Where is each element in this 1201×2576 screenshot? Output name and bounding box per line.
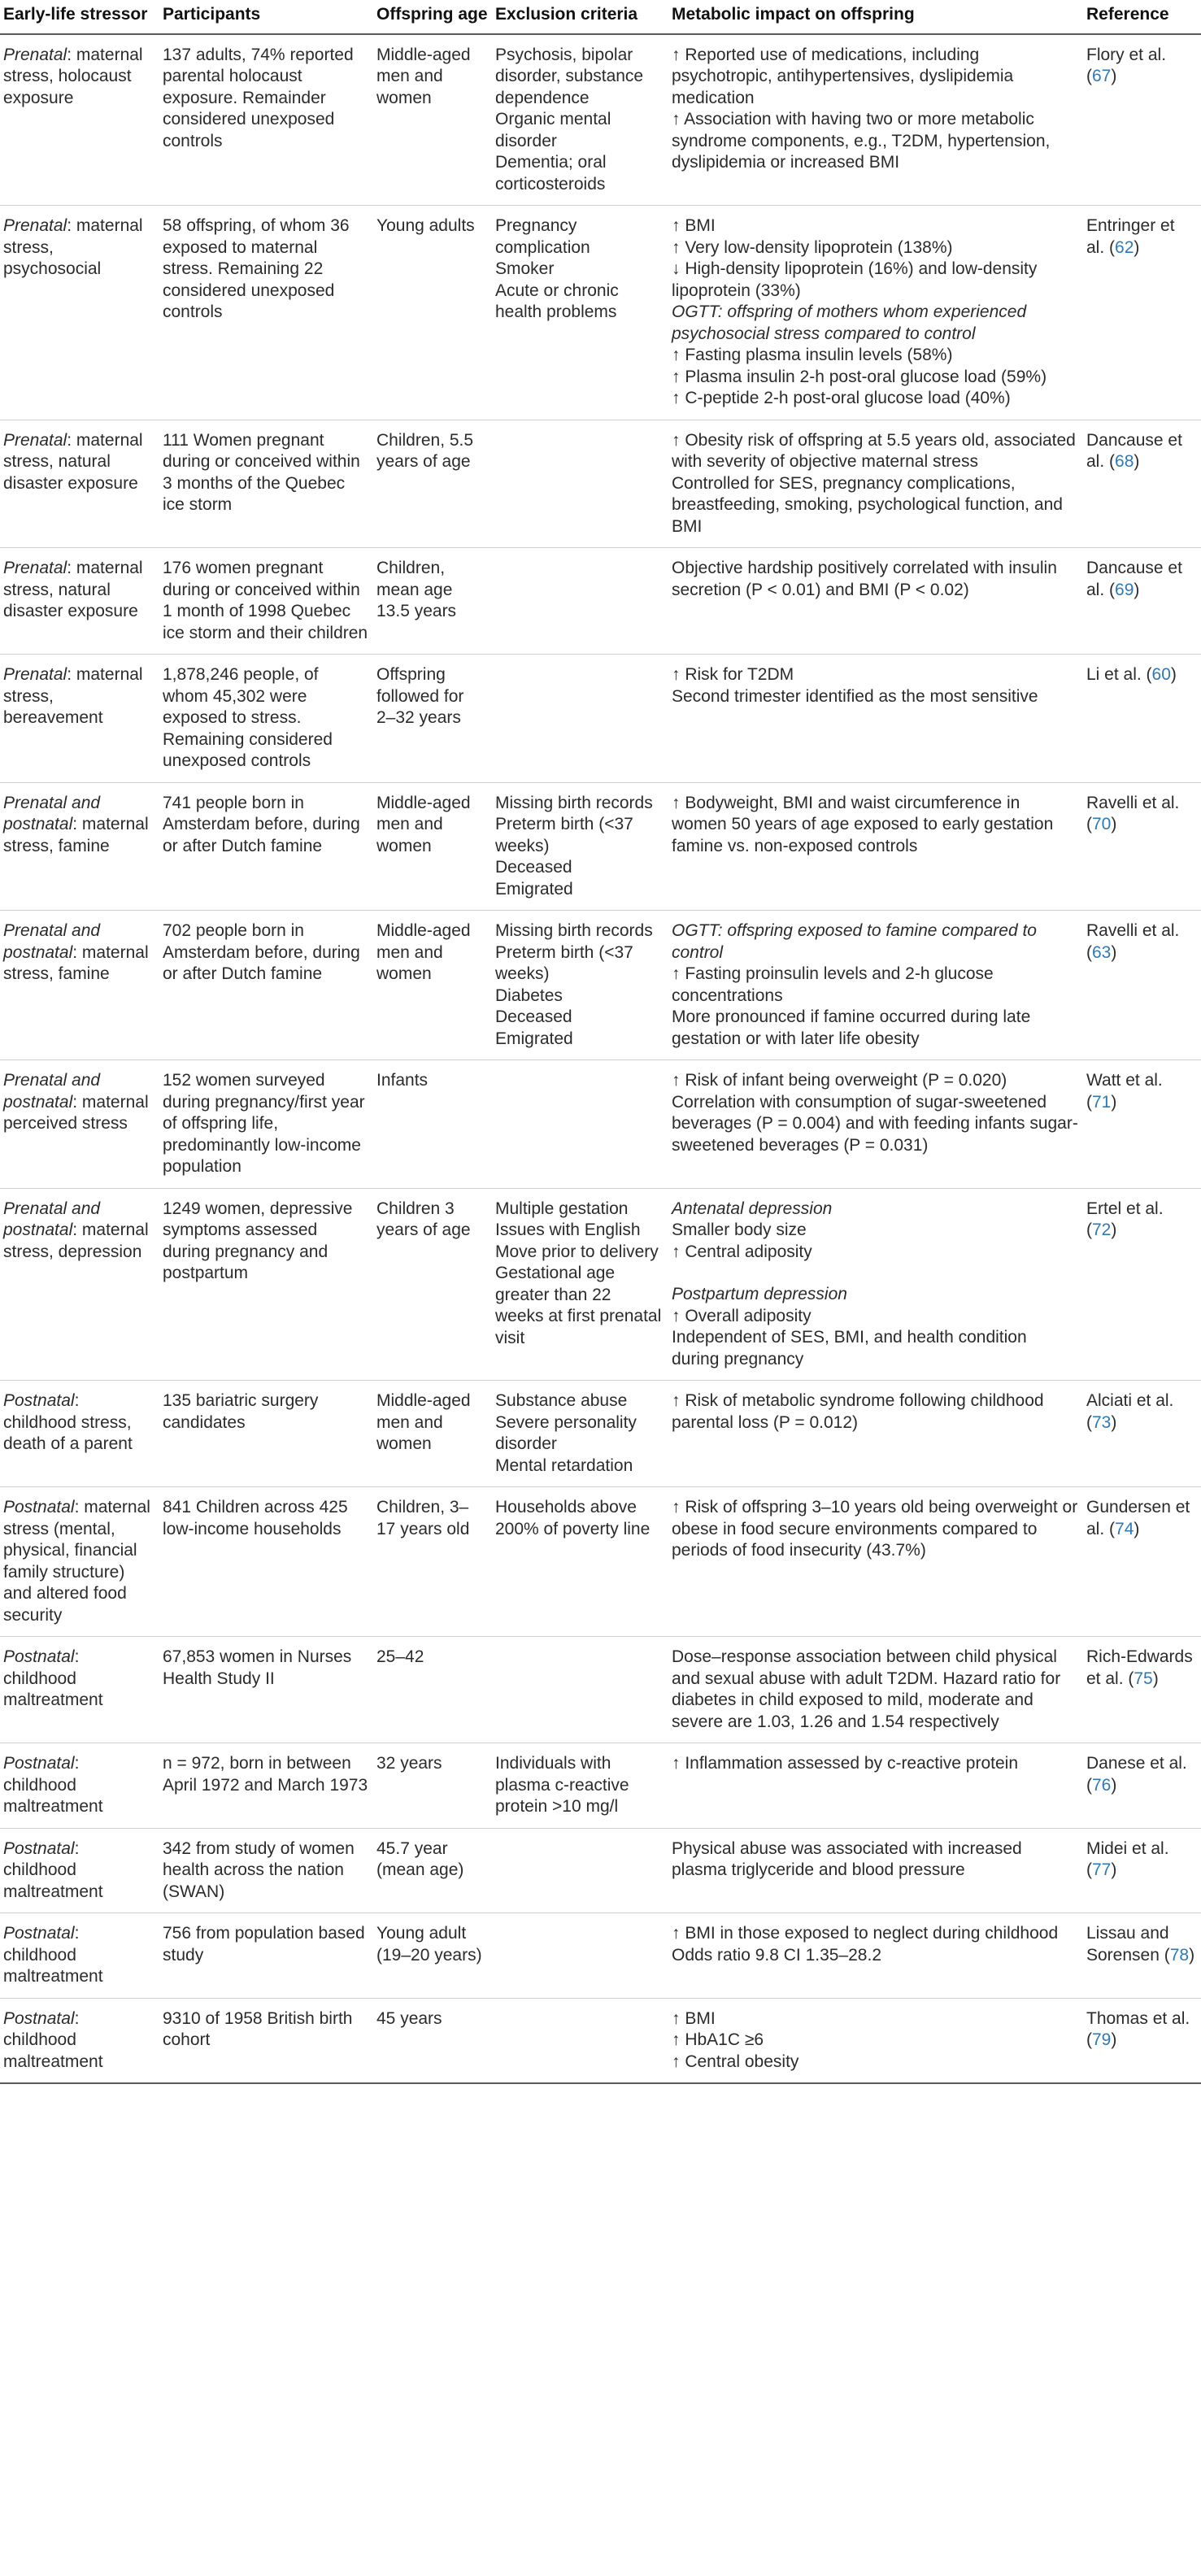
exclusion-criteria-line: Households above 200% of poverty line [495, 1498, 651, 1538]
reference-authors: Dancause et al. ( [1086, 559, 1182, 599]
exclusion-criteria-line: Deceased [495, 858, 572, 877]
stressor-period: Prenatal [3, 665, 67, 684]
impact-line: ↑ BMI [672, 2008, 716, 2028]
cell-participants [159, 1743, 373, 1829]
cell-offspring-age [373, 1913, 492, 1999]
exclusion-criteria-line: Individuals with plasma c-reactive protein >10 mg/l [495, 1754, 629, 1816]
cell-reference [1083, 1913, 1201, 1999]
exclusion-criteria-line: Multiple gestation [495, 1199, 629, 1218]
cell-participants [159, 1381, 373, 1487]
offspring-age-line: Young adults [376, 216, 475, 235]
reference-authors: Watt et al. ( [1086, 1071, 1163, 1112]
reference-authors: Midei et al. ( [1086, 1838, 1169, 1879]
reference-close: ) [1111, 67, 1117, 85]
impact-subheading: OGTT: offspring exposed to famine compared to control [672, 921, 1037, 962]
reference-authors: Ravelli et al. ( [1086, 921, 1180, 962]
cell-participants [159, 911, 373, 1060]
cell-metabolic-impact [668, 1637, 1083, 1743]
cell-metabolic-impact [668, 1913, 1083, 1999]
reference-close: ) [1111, 1092, 1117, 1112]
exclusion-criteria-line: Dementia; oral corticosteroids [495, 153, 607, 194]
participants-line: 756 from population based study [163, 1924, 365, 1965]
cell-participants [159, 1060, 373, 1189]
table-row [0, 206, 1201, 420]
table-row [0, 1060, 1201, 1189]
impact-line: Objective hardship positively correlated with insulin secretion (P < 0.01) and BMI (P < 0.02) [672, 559, 1057, 599]
cell-offspring-age [373, 34, 492, 206]
impact-line: ↑ Bodyweight, BMI and waist circumference in women 50 years of age exposed to early gestation famine vs. non-exposed controls [672, 793, 1054, 855]
exclusion-criteria-line: Missing birth records [495, 921, 653, 940]
header-stressor: Early-life stressor [0, 0, 159, 34]
stressor-description: : maternal stress, famine [3, 942, 149, 983]
reference-link[interactable]: 67 [1092, 67, 1112, 85]
impact-line: Smaller body size [672, 1221, 807, 1239]
cell-metabolic-impact [668, 548, 1083, 655]
cell-stressor [0, 1487, 159, 1637]
reference-close: ) [1189, 1945, 1195, 1965]
cell-participants [159, 1828, 373, 1913]
offspring-age-line: Offspring followed for 2–32 years [376, 665, 464, 727]
cell-offspring-age [373, 782, 492, 911]
cell-stressor [0, 655, 159, 783]
participants-line: 58 offspring, of whom 36 exposed to maternal stress. Remaining 22 considered unexposed controls [163, 216, 350, 321]
header-row [0, 0, 1201, 34]
cell-participants [159, 34, 373, 206]
stressor-period: Postnatal [3, 1498, 75, 1516]
impact-line: Physical abuse was associated with increased plasma triglyceride and blood pressure [672, 1838, 1022, 1879]
impact-line: ↑ BMI in those exposed to neglect during childhood [672, 1924, 1059, 1943]
participants-line: n = 972, born in between April 1972 and March 1973 [163, 1754, 368, 1795]
impact-line: Odds ratio 9.8 CI 1.35–28.2 [672, 1945, 881, 1965]
cell-participants [159, 655, 373, 783]
impact-line: Correlation with consumption of sugar-sweetened beverages (P = 0.004) and with feeding infants sugar-sweetened beverages (P = 0.031) [672, 1092, 1078, 1155]
cell-offspring-age [373, 911, 492, 1060]
cell-participants [159, 1998, 373, 2083]
offspring-age-line: 25–42 [376, 1647, 424, 1666]
cell-participants [159, 1188, 373, 1381]
impact-line: ↑ Risk of metabolic syndrome following childhood parental loss (P = 0.012) [672, 1391, 1044, 1432]
cell-participants [159, 206, 373, 420]
cell-participants [159, 1637, 373, 1743]
impact-line: ↑ Risk of infant being overweight (P = 0.020) [672, 1071, 1007, 1090]
table-row [0, 1998, 1201, 2083]
stressor-description: : maternal stress, bereavement [3, 665, 143, 727]
stressor-period: Prenatal and postnatal [3, 793, 101, 833]
reference-link[interactable]: 62 [1115, 237, 1134, 257]
cell-metabolic-impact [668, 655, 1083, 783]
offspring-age-line: Young adult (19–20 years) [376, 1924, 482, 1965]
reference-close: ) [1111, 942, 1117, 962]
offspring-age-line: Infants [376, 1071, 429, 1090]
cell-exclusion-criteria [492, 1381, 668, 1487]
cell-stressor [0, 1060, 159, 1189]
reference-close: ) [1111, 815, 1117, 833]
table-row [0, 1637, 1201, 1743]
cell-offspring-age [373, 1381, 492, 1487]
reference-link[interactable]: 72 [1092, 1221, 1112, 1239]
offspring-age-line: Children, mean age 13.5 years [376, 559, 457, 620]
stressor-description: : maternal stress (mental, physical, financial family structure) and altered food security [3, 1498, 150, 1625]
stressor-description: : childhood maltreatment [3, 1647, 103, 1709]
impact-subheading: OGTT: offspring of mothers whom experienced psychosocial stress compared to control [672, 302, 1027, 343]
cell-offspring-age [373, 420, 492, 548]
impact-line: ↓ High-density lipoprotein (16%) and low-density lipoprotein (33%) [672, 259, 1038, 300]
reference-authors: Thomas et al. ( [1086, 2008, 1190, 2049]
cell-offspring-age [373, 1060, 492, 1189]
impact-line: ↑ Very low-density lipoprotein (138%) [672, 237, 953, 257]
cell-reference [1083, 1060, 1201, 1189]
offspring-age-line: Middle-aged men and women [376, 921, 471, 983]
cell-reference [1083, 34, 1201, 206]
exclusion-criteria-line: Substance abuse [495, 1391, 628, 1410]
table-row [0, 1913, 1201, 1999]
reference-link[interactable]: 73 [1092, 1412, 1112, 1432]
cell-offspring-age [373, 655, 492, 783]
stressor-period: Postnatal [3, 1754, 75, 1773]
impact-line: ↑ HbA1C ≥6 [672, 2030, 764, 2049]
cell-stressor [0, 34, 159, 206]
cell-stressor [0, 548, 159, 655]
participants-line: 841 Children across 425 low-income households [163, 1498, 348, 1538]
participants-line: 9310 of 1958 British birth cohort [163, 2008, 353, 2049]
reference-authors: Alciati et al. ( [1086, 1391, 1174, 1432]
table-row [0, 34, 1201, 206]
table-row [0, 1188, 1201, 1381]
offspring-age-line: Middle-aged men and women [376, 793, 471, 855]
impact-line: ↑ Risk of offspring 3–10 years old being overweight or obese in food secure environments compared to periods of food insecurity (43.7%) [672, 1498, 1078, 1560]
impact-line: ↑ Overall adiposity [672, 1306, 812, 1325]
reference-close: ) [1111, 1860, 1117, 1879]
impact-line: ↑ Association with having two or more metabolic syndrome components, e.g., T2DM, hypertension, dyslipidemia or increased BMI [672, 110, 1051, 172]
participants-line: 1249 women, depressive symptoms assessed during pregnancy and postpartum [163, 1199, 353, 1282]
participants-line: 741 people born in Amsterdam before, during or after Dutch famine [163, 793, 360, 855]
stressor-period: Postnatal [3, 1647, 75, 1666]
reference-authors: Entringer et al. ( [1086, 216, 1175, 257]
cell-offspring-age [373, 1743, 492, 1829]
exclusion-criteria-line: Emigrated [495, 879, 573, 899]
exclusion-criteria-line: Severe personality disorder [495, 1412, 637, 1453]
stressor-description: : childhood stress, death of a parent [3, 1391, 133, 1453]
cell-stressor [0, 206, 159, 420]
participants-line: 67,853 women in Nurses Health Study II [163, 1647, 352, 1688]
cell-offspring-age [373, 1487, 492, 1637]
impact-line: ↑ Fasting proinsulin levels and 2-h glucose concentrations [672, 964, 994, 1005]
reference-close: ) [1111, 1221, 1117, 1239]
cell-reference [1083, 1743, 1201, 1829]
cell-metabolic-impact [668, 34, 1083, 206]
cell-exclusion-criteria [492, 1998, 668, 2083]
cell-stressor [0, 782, 159, 911]
impact-line: ↑ BMI [672, 216, 716, 235]
reference-link[interactable]: 75 [1134, 1669, 1153, 1688]
header-reference: Reference [1083, 0, 1201, 34]
cell-metabolic-impact [668, 911, 1083, 1060]
cell-stressor [0, 420, 159, 548]
stressor-period: Prenatal and postnatal [3, 1071, 101, 1112]
header-metabolic-impact: Metabolic impact on offspring [668, 0, 1083, 34]
impact-spacer [672, 1263, 1078, 1284]
exclusion-criteria-line: Preterm birth (<37 weeks) [495, 815, 633, 855]
exclusion-criteria-line: Move prior to delivery [495, 1242, 659, 1261]
cell-participants [159, 548, 373, 655]
stressor-description: : maternal stress, holocaust exposure [3, 45, 143, 107]
impact-line: Controlled for SES, pregnancy complications, breastfeeding, smoking, psychological function, and BMI [672, 473, 1063, 536]
reference-authors: Ravelli et al. ( [1086, 793, 1180, 833]
stressor-description: : childhood maltreatment [3, 1754, 103, 1816]
cell-stressor [0, 1381, 159, 1487]
reference-authors: Li et al. ( [1086, 665, 1152, 684]
stressor-period: Postnatal [3, 1391, 75, 1410]
exclusion-criteria-line: Pregnancy complication [495, 216, 590, 257]
cell-exclusion-criteria [492, 548, 668, 655]
offspring-age-line: Middle-aged men and women [376, 45, 471, 107]
offspring-age-line: 45.7 year (mean age) [376, 1838, 464, 1879]
reference-close: ) [1134, 580, 1140, 599]
cell-offspring-age [373, 206, 492, 420]
cell-exclusion-criteria [492, 1743, 668, 1829]
reference-close: ) [1111, 1775, 1117, 1795]
reference-link[interactable]: 76 [1092, 1775, 1112, 1795]
stressor-period: Prenatal and postnatal [3, 1199, 101, 1239]
impact-line: ↑ Central adiposity [672, 1242, 812, 1261]
exclusion-criteria-line: Smoker [495, 259, 555, 278]
impact-line: ↑ Obesity risk of offspring at 5.5 years old, associated with severity of objective maternal stress [672, 430, 1076, 471]
reference-authors: Gundersen et al. ( [1086, 1498, 1190, 1538]
reference-link[interactable]: 74 [1115, 1519, 1134, 1538]
impact-line: Dose–response association between child physical and sexual abuse with adult T2DM. Hazard ratio for diabetes in child exposed to mild, moderate and severe are 1.03, 1.26 and 1.54 respectively [672, 1647, 1061, 1731]
participants-line: 135 bariatric surgery candidates [163, 1391, 319, 1432]
reference-close: ) [1170, 665, 1177, 684]
exclusion-criteria-line: Deceased [495, 1007, 572, 1026]
cell-exclusion-criteria [492, 782, 668, 911]
table-row [0, 1743, 1201, 1829]
table-row [0, 1381, 1201, 1487]
cell-stressor [0, 911, 159, 1060]
cell-stressor [0, 1998, 159, 2083]
cell-metabolic-impact [668, 1188, 1083, 1381]
cell-reference [1083, 1381, 1201, 1487]
reference-authors: Lissau and Sorensen ( [1086, 1924, 1170, 1965]
cell-stressor [0, 1637, 159, 1743]
reference-authors: Rich-Edwards et al. ( [1086, 1647, 1193, 1688]
cell-exclusion-criteria [492, 655, 668, 783]
cell-exclusion-criteria [492, 1188, 668, 1381]
exclusion-criteria-line: Mental retardation [495, 1456, 633, 1475]
cell-offspring-age [373, 1828, 492, 1913]
table-row [0, 548, 1201, 655]
impact-subheading: Postpartum depression [672, 1285, 847, 1303]
stressor-description: : maternal stress, famine [3, 815, 149, 855]
participants-line: 152 women surveyed during pregnancy/first year of offspring life, predominantly low-income population [163, 1071, 365, 1176]
reference-close: ) [1134, 1519, 1140, 1538]
cell-stressor [0, 1828, 159, 1913]
table-row [0, 1828, 1201, 1913]
table-row [0, 420, 1201, 548]
cell-exclusion-criteria [492, 1637, 668, 1743]
impact-line: ↑ Reported use of medications, including psychotropic, antihypertensives, dyslipidemia medication [672, 45, 1014, 107]
offspring-age-line: 32 years [376, 1754, 442, 1773]
cell-metabolic-impact [668, 1381, 1083, 1487]
participants-line: 176 women pregnant during or conceived within 1 month of 1998 Quebec ice storm and their children [163, 559, 368, 642]
stressor-period: Prenatal [3, 430, 67, 450]
cell-participants [159, 782, 373, 911]
cell-stressor [0, 1743, 159, 1829]
reference-close: ) [1134, 452, 1140, 471]
reference-authors: Dancause et al. ( [1086, 430, 1182, 471]
stressor-description: : childhood maltreatment [3, 2008, 103, 2071]
exclusion-criteria-line: Missing birth records [495, 793, 653, 812]
impact-line: ↑ Fasting plasma insulin levels (58%) [672, 346, 953, 364]
table-row [0, 655, 1201, 783]
cell-reference [1083, 1487, 1201, 1637]
cell-reference [1083, 206, 1201, 420]
stressor-description: : maternal stress, natural disaster exposure [3, 430, 143, 493]
reference-authors: Danese et al. ( [1086, 1754, 1187, 1795]
cell-exclusion-criteria [492, 1828, 668, 1913]
cell-reference [1083, 548, 1201, 655]
exclusion-criteria-line: Psychosis, bipolar disorder, substance dependence [495, 45, 644, 107]
cell-participants [159, 420, 373, 548]
participants-line: 342 from study of women health across the nation (SWAN) [163, 1838, 355, 1901]
cell-reference [1083, 1998, 1201, 2083]
cell-exclusion-criteria [492, 1060, 668, 1189]
impact-line: Second trimester identified as the most sensitive [672, 686, 1038, 706]
impact-line: ↑ C-peptide 2-h post-oral glucose load (40%) [672, 389, 1011, 407]
table-row [0, 1487, 1201, 1637]
table-body [0, 34, 1201, 2084]
reference-close: ) [1111, 2030, 1117, 2049]
stressor-description: : childhood maltreatment [3, 1924, 103, 1986]
table-row [0, 782, 1201, 911]
cell-metabolic-impact [668, 1998, 1083, 2083]
table-row [0, 911, 1201, 1060]
stressor-period: Postnatal [3, 2008, 75, 2028]
participants-line: 702 people born in Amsterdam before, during or after Dutch famine [163, 921, 360, 983]
exclusion-criteria-line: Preterm birth (<37 weeks) [495, 942, 633, 983]
reference-link[interactable]: 78 [1169, 1945, 1190, 1965]
impact-line: More pronounced if famine occurred during late gestation or with later life obesity [672, 1007, 1031, 1048]
stressor-period: Prenatal [3, 216, 67, 235]
cell-exclusion-criteria [492, 34, 668, 206]
cell-offspring-age [373, 1998, 492, 2083]
exclusion-criteria-line: Diabetes [495, 986, 563, 1005]
reference-link[interactable]: 68 [1115, 452, 1134, 471]
cell-stressor [0, 1913, 159, 1999]
offspring-age-line: Children, 3–17 years old [376, 1498, 470, 1538]
cell-reference [1083, 782, 1201, 911]
participants-line: 1,878,246 people, of whom 45,302 were exposed to stress. Remaining considered unexposed controls [163, 665, 333, 770]
cell-metabolic-impact [668, 1743, 1083, 1829]
participants-line: 111 Women pregnant during or conceived within 3 months of the Quebec ice storm [163, 430, 360, 514]
stressor-description: : maternal stress, natural disaster exposure [3, 559, 143, 620]
cell-metabolic-impact [668, 1060, 1083, 1189]
cell-metabolic-impact [668, 420, 1083, 548]
cell-metabolic-impact [668, 1828, 1083, 1913]
cell-reference [1083, 1828, 1201, 1913]
stressor-description: : maternal perceived stress [3, 1092, 149, 1133]
cell-metabolic-impact [668, 206, 1083, 420]
cell-metabolic-impact [668, 1487, 1083, 1637]
cell-offspring-age [373, 1637, 492, 1743]
stressor-period: Postnatal [3, 1924, 75, 1943]
cell-exclusion-criteria [492, 911, 668, 1060]
header-participants: Participants [159, 0, 373, 34]
cell-reference [1083, 420, 1201, 548]
cell-metabolic-impact [668, 782, 1083, 911]
reference-link[interactable]: 70 [1092, 815, 1112, 833]
exclusion-criteria-line: Organic mental disorder [495, 110, 611, 150]
reference-link[interactable]: 71 [1092, 1092, 1112, 1112]
stressor-period: Prenatal [3, 45, 67, 64]
reference-authors: Flory et al. ( [1086, 45, 1167, 85]
stressor-period: Prenatal and postnatal [3, 921, 101, 962]
impact-line: ↑ Plasma insulin 2-h post-oral glucose load (59%) [672, 367, 1047, 386]
header-offspring-age: Offspring age [373, 0, 492, 34]
impact-line: ↑ Inflammation assessed by c-reactive protein [672, 1754, 1019, 1773]
reference-authors: Ertel et al. ( [1086, 1199, 1164, 1239]
cell-offspring-age [373, 548, 492, 655]
cell-exclusion-criteria [492, 206, 668, 420]
impact-line: ↑ Risk for T2DM [672, 665, 794, 684]
reference-link[interactable]: 63 [1092, 942, 1112, 962]
reference-close: ) [1134, 237, 1140, 257]
cell-stressor [0, 1188, 159, 1381]
cell-exclusion-criteria [492, 1487, 668, 1637]
exclusion-criteria-line: Emigrated [495, 1029, 573, 1048]
reference-close: ) [1111, 1412, 1117, 1432]
offspring-age-line: Children, 5.5 years of age [376, 430, 474, 471]
exclusion-criteria-line: Acute or chronic health problems [495, 281, 619, 321]
stressor-period: Prenatal [3, 559, 67, 577]
offspring-age-line: Children 3 years of age [376, 1199, 471, 1239]
impact-subheading: Antenatal depression [672, 1199, 833, 1218]
stressor-period: Postnatal [3, 1838, 75, 1858]
impact-line: ↑ Central obesity [672, 2052, 799, 2071]
exclusion-criteria-line: Gestational age greater than 22 weeks at first prenatal visit [495, 1264, 662, 1347]
participants-line: 137 adults, 74% reported parental holocaust exposure. Remainder considered unexposed controls [163, 45, 354, 150]
reference-link[interactable]: 69 [1115, 580, 1134, 599]
reference-link[interactable]: 60 [1151, 665, 1171, 684]
cell-participants [159, 1487, 373, 1637]
cell-participants [159, 1913, 373, 1999]
reference-close: ) [1152, 1669, 1159, 1688]
cell-reference [1083, 655, 1201, 783]
exclusion-criteria-line: Issues with English [495, 1221, 641, 1239]
stressor-description: : maternal stress, depression [3, 1221, 149, 1261]
header-exclusion-criteria: Exclusion criteria [492, 0, 668, 34]
impact-line: Independent of SES, BMI, and health condition during pregnancy [672, 1328, 1027, 1368]
cell-exclusion-criteria [492, 1913, 668, 1999]
offspring-age-line: Middle-aged men and women [376, 1391, 471, 1453]
reference-link[interactable]: 77 [1092, 1860, 1112, 1879]
cell-exclusion-criteria [492, 420, 668, 548]
cell-offspring-age [373, 1188, 492, 1381]
reference-link[interactable]: 79 [1092, 2030, 1112, 2049]
table-header [0, 0, 1201, 34]
stressor-description: : maternal stress, psychosocial [3, 216, 143, 278]
offspring-age-line: 45 years [376, 2008, 442, 2028]
cell-reference [1083, 1188, 1201, 1381]
cell-reference [1083, 1637, 1201, 1743]
stressor-description: : childhood maltreatment [3, 1838, 103, 1901]
cell-reference [1083, 911, 1201, 1060]
